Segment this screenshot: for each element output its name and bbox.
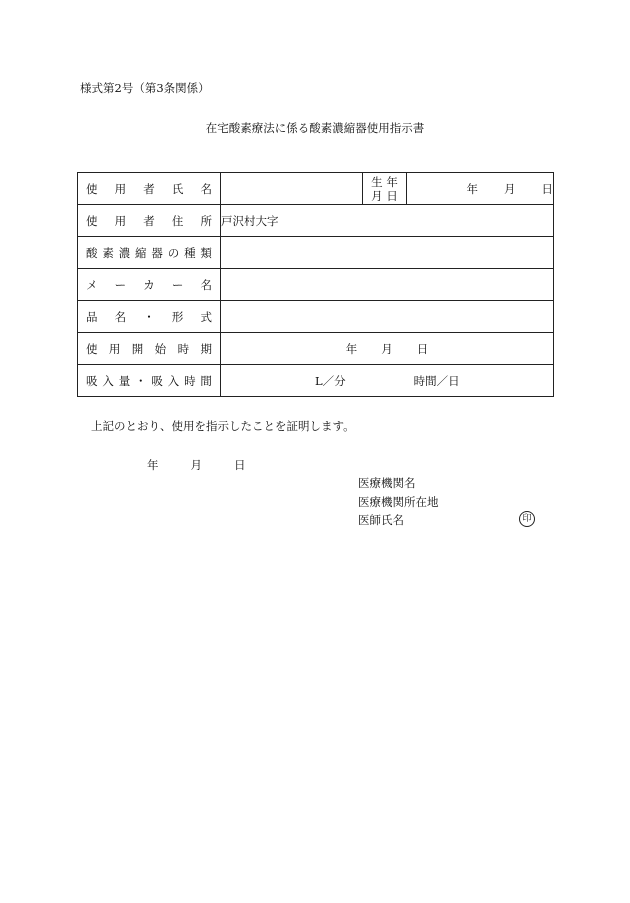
label-char: 使: [86, 213, 98, 228]
birthdate-label-line2: 月 日: [371, 188, 398, 203]
birth-year-unit: 年: [466, 181, 478, 196]
label-char: 吸: [86, 373, 98, 388]
label-user-name: [78, 173, 221, 205]
doctor-name-label: 医師氏名: [358, 513, 404, 527]
label-char: 品: [86, 309, 98, 324]
label-char: ・: [143, 309, 155, 324]
institution-name-label: 医療機関名: [358, 476, 416, 490]
label-char: 量: [118, 373, 131, 388]
start-year-unit: 年: [345, 341, 358, 356]
birthdate-label: [363, 173, 407, 205]
label-char: 氏: [171, 181, 184, 196]
seal-mark: 印: [519, 511, 535, 527]
row-product-model: [78, 301, 554, 333]
label-char: 間: [200, 373, 212, 388]
birthdate-label-line1: 生 年: [371, 174, 398, 189]
label-concentrator-type: [78, 237, 221, 269]
label-intake: [78, 365, 221, 397]
label-char: 用: [108, 341, 121, 356]
label-char: 酸: [86, 245, 98, 260]
label-char: の: [167, 245, 180, 260]
label-char: 開: [131, 341, 144, 356]
intake-field[interactable]: [221, 365, 554, 397]
birth-month-unit: 月: [504, 181, 516, 196]
label-manufacturer: [78, 269, 221, 301]
birthdate-field[interactable]: [407, 173, 554, 205]
row-concentrator-type: [78, 237, 554, 269]
label-char: 住: [171, 213, 184, 228]
label-char: 濃: [118, 245, 131, 260]
label-start-date: [78, 333, 221, 365]
row-intake: [78, 365, 554, 397]
label-char: 者: [143, 213, 155, 228]
manufacturer-field[interactable]: [221, 269, 554, 301]
label-user-address: [78, 205, 221, 237]
label-char: 所: [200, 213, 212, 228]
label-char: 式: [200, 309, 212, 324]
label-char: 形: [171, 309, 184, 324]
start-date-field[interactable]: [221, 333, 554, 365]
label-char: ー: [114, 277, 127, 292]
product-model-field[interactable]: [221, 301, 554, 333]
row-start-date: [78, 333, 554, 365]
form-number: 様式第2号（第3条関係）: [80, 81, 210, 95]
instruction-form-table: [77, 172, 554, 397]
label-char: 入: [102, 373, 114, 388]
label-char: メ: [86, 277, 98, 292]
label-char: 始: [154, 341, 167, 356]
start-day-unit: 日: [416, 341, 429, 356]
start-month-unit: 月: [381, 341, 393, 356]
institution-address-label: 医療機関所在地: [358, 495, 439, 509]
cert-day-unit: 日: [234, 458, 246, 472]
certification-statement: 上記のとおり、使用を指示したことを証明します。: [91, 419, 355, 433]
label-char: ・: [135, 373, 147, 388]
document-title: 在宅酸素療法に係る酸素濃縮器使用指示書: [205, 121, 425, 135]
label-char: カ: [143, 277, 155, 292]
label-char: 使: [86, 181, 98, 196]
label-char: 使: [86, 341, 98, 356]
label-char: 種: [184, 245, 196, 260]
label-char: 用: [114, 181, 127, 196]
user-address-field[interactable]: 戸沢村大字: [221, 205, 554, 237]
certification-date[interactable]: [147, 457, 246, 473]
label-char: 素: [102, 245, 114, 260]
row-manufacturer: [78, 269, 554, 301]
label-char: 器: [151, 245, 163, 260]
label-char: 類: [200, 245, 212, 260]
cert-year-unit: 年: [147, 458, 159, 472]
label-char: 縮: [135, 245, 147, 260]
label-char: 者: [143, 181, 155, 196]
label-char: 吸: [151, 373, 163, 388]
label-char: 名: [200, 277, 212, 292]
label-char: ー: [171, 277, 184, 292]
row-user-address: [78, 205, 554, 237]
label-product-model: [78, 301, 221, 333]
user-name-field[interactable]: [221, 173, 363, 205]
label-char: 時: [184, 373, 196, 388]
concentrator-type-field[interactable]: [221, 237, 554, 269]
label-char: 名: [200, 181, 212, 196]
label-char: 期: [200, 341, 212, 356]
birth-day-unit: 日: [541, 181, 553, 196]
label-char: 入: [167, 373, 180, 388]
hours-per-day-unit: 時間／日: [413, 373, 460, 388]
label-char: 名: [114, 309, 127, 324]
label-char: 時: [177, 341, 190, 356]
cert-month-unit: 月: [190, 458, 202, 472]
label-char: 用: [114, 213, 127, 228]
row-user-name: [78, 173, 554, 205]
flow-rate-unit: L／分: [315, 373, 346, 388]
